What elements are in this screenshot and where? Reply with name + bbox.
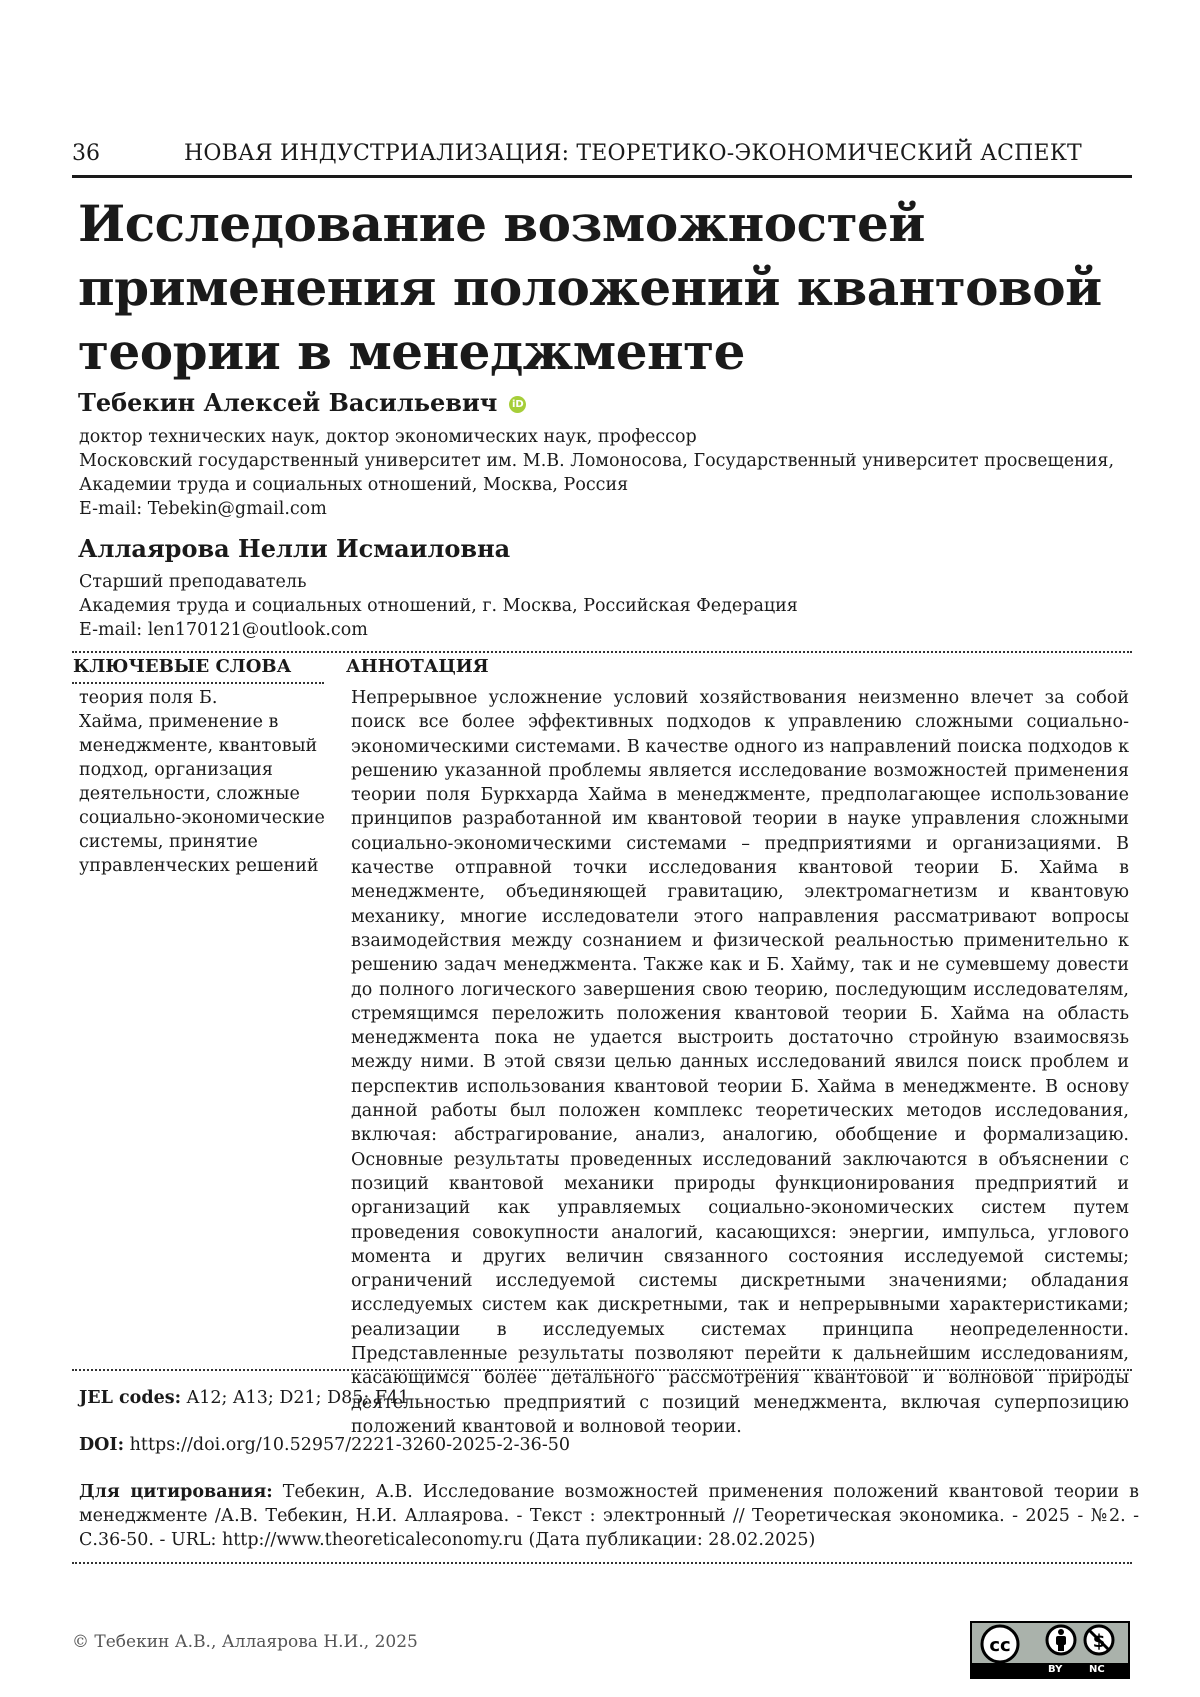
- affiliation-line: Академии труда и социальных отношений, Москва, Россия: [79, 473, 1139, 497]
- keyword-line: деятельности, сложные: [79, 782, 329, 806]
- keywords-list: [79, 686, 329, 878]
- author-name-text: Аллаярова Нелли Исмаиловна: [78, 534, 510, 563]
- author-name: [78, 388, 526, 418]
- page-number: 36: [72, 141, 100, 167]
- author-name-text: Тебекин Алексей Васильевич: [78, 388, 497, 417]
- jel-label: JEL codes:: [79, 1388, 181, 1408]
- cc-label-strip: [972, 1663, 1128, 1677]
- author-affiliation: [79, 425, 1139, 521]
- copyright-notice: © Тебекин А.В., Аллаярова Н.И., 2025: [72, 1632, 418, 1652]
- author-name: [78, 534, 510, 564]
- cc-license-badge[interactable]: [970, 1621, 1130, 1679]
- affiliation-line: Старший преподаватель: [79, 570, 1139, 594]
- keyword-line: подход, организация: [79, 758, 329, 782]
- affiliation-line: Московский государственный университет им. М.В. Ломоносова, Государственный университет просвещения,: [79, 449, 1139, 473]
- citation-text: Тебекин, А.В. Исследование возможностей применения положений квантовой теории в менеджменте /А.В. Тебекин, Н.И. Аллаярова. - Текст : электронный // Теоретическая экономика. - 2025 - №2. - С.36-50. - URL: http://www.theoreticaleconomy.ru (Дата публикации: 28.02.2025): [79, 1482, 1139, 1550]
- divider: [72, 1562, 1132, 1564]
- running-header: [72, 141, 1132, 178]
- jel-codes: [79, 1386, 1139, 1410]
- author-email: E-mail: len170121@outlook.com: [79, 618, 1139, 642]
- abstract-text: Непрерывное усложнение условий хозяйствования неизменно влечет за собой поиск все более эффективных подходов к управлению сложными социально-экономическими системами. В качестве одного из направлений поиска подходов к решению указанной проблемы является исследование возможностей применения теории поля Буркхарда Хайма в менеджменте, предполагающее использование принципов разработанной им квантовой теории в науке управления сложными социально-экономическими системами – предприятиями и организациями. В качестве отправной точки исследования квантовой теории Б. Хайма в менеджменте, объединяющей гравитацию, электромагнетизм и квантовую механику, многие исследователи этого направления рассматривают вопросы взаимодействия между сознанием и физической реальностью применительно к решению задач менеджмента. Также как и Б. Хайму, так и не сумевшему довести до полного логического завершения свою теорию, последующим исследователям, стремящимся переложить положения квантовой теории Б. Хайма на область менеджмента пока не удается выстроить достаточно стройную взаимосвязь между ними. В этой связи целью данных исследований явился поиск проблем и перспектив использования квантовой теории Б. Хайма в менеджменте. В основу данной работы был положен комплекс теоретических методов исследования, включая: абстрагирование, анализ, аналогию, обобщение и формализацию. Основные результаты проведенных исследований заключаются в объяснении с позиций квантовой механики природы функционирования предприятий и организаций как управляемых социально-экономических систем путем проведения совокупности аналогий, касающихся: энергии, импульса, углового момента и других величин связанного состояния исследуемой системы; ограничений исследуемой системы дискретными значениями; обладания исследуемых систем как дискретными, так и непрерывными характеристиками; реализации в исследуемых системах принципа неопределенности. Представленные результаты позволяют перейти к дальнейшим исследованиям, касающимся более детального рассмотрения квантовой и волновой природы деятельностью предприятий с позиций менеджмента, включая суперпозицию положений квантовой и волновой теории.: [351, 686, 1129, 1439]
- author-email: E-mail: Tebekin@gmail.com: [79, 497, 1139, 521]
- affiliation-line: доктор технических наук, доктор экономических наук, профессор: [79, 425, 1139, 449]
- doi-label: DOI:: [79, 1435, 124, 1455]
- keyword-line: менеджменте, квантовый: [79, 734, 329, 758]
- cc-nc-label: NC: [1089, 1663, 1105, 1677]
- abstract-heading: АННОТАЦИЯ: [346, 655, 489, 679]
- keyword-line: социально-экономические: [79, 806, 329, 830]
- divider: [72, 682, 324, 684]
- svg-text:cc: cc: [989, 1635, 1010, 1656]
- keyword-line: управленческих решений: [79, 854, 329, 878]
- keyword-line: системы, принятие: [79, 830, 329, 854]
- keyword-line: теория поля Б.: [79, 686, 329, 710]
- citation-label: Для цитирования:: [79, 1482, 273, 1502]
- doi: [79, 1433, 1139, 1457]
- affiliation-line: Академия труда и социальных отношений, г. Москва, Российская Федерация: [79, 594, 1139, 618]
- article-title: Исследование возможностей применения положений квантовой теории в менеджменте: [78, 192, 1138, 384]
- keywords-heading: КЛЮЧЕВЫЕ СЛОВА: [73, 655, 291, 679]
- citation: [79, 1480, 1139, 1552]
- cc-by-label: BY: [1048, 1663, 1062, 1677]
- divider: [72, 1369, 1132, 1371]
- divider: [72, 651, 1132, 653]
- jel-value: A12; A13; D21; D85; F41: [187, 1388, 410, 1408]
- author-affiliation: [79, 570, 1139, 642]
- doi-link[interactable]: https://doi.org/10.52957/2221-3260-2025-2-36-50: [130, 1435, 570, 1455]
- journal-section-title: НОВАЯ ИНДУСТРИАЛИЗАЦИЯ: ТЕОРЕТИКО-ЭКОНОМИЧЕСКИЙ АСПЕКТ: [184, 141, 1082, 167]
- cc-logo-icon: [972, 1623, 1128, 1663]
- keyword-line: Хайма, применение в: [79, 710, 329, 734]
- orcid-icon[interactable]: iD: [509, 396, 526, 413]
